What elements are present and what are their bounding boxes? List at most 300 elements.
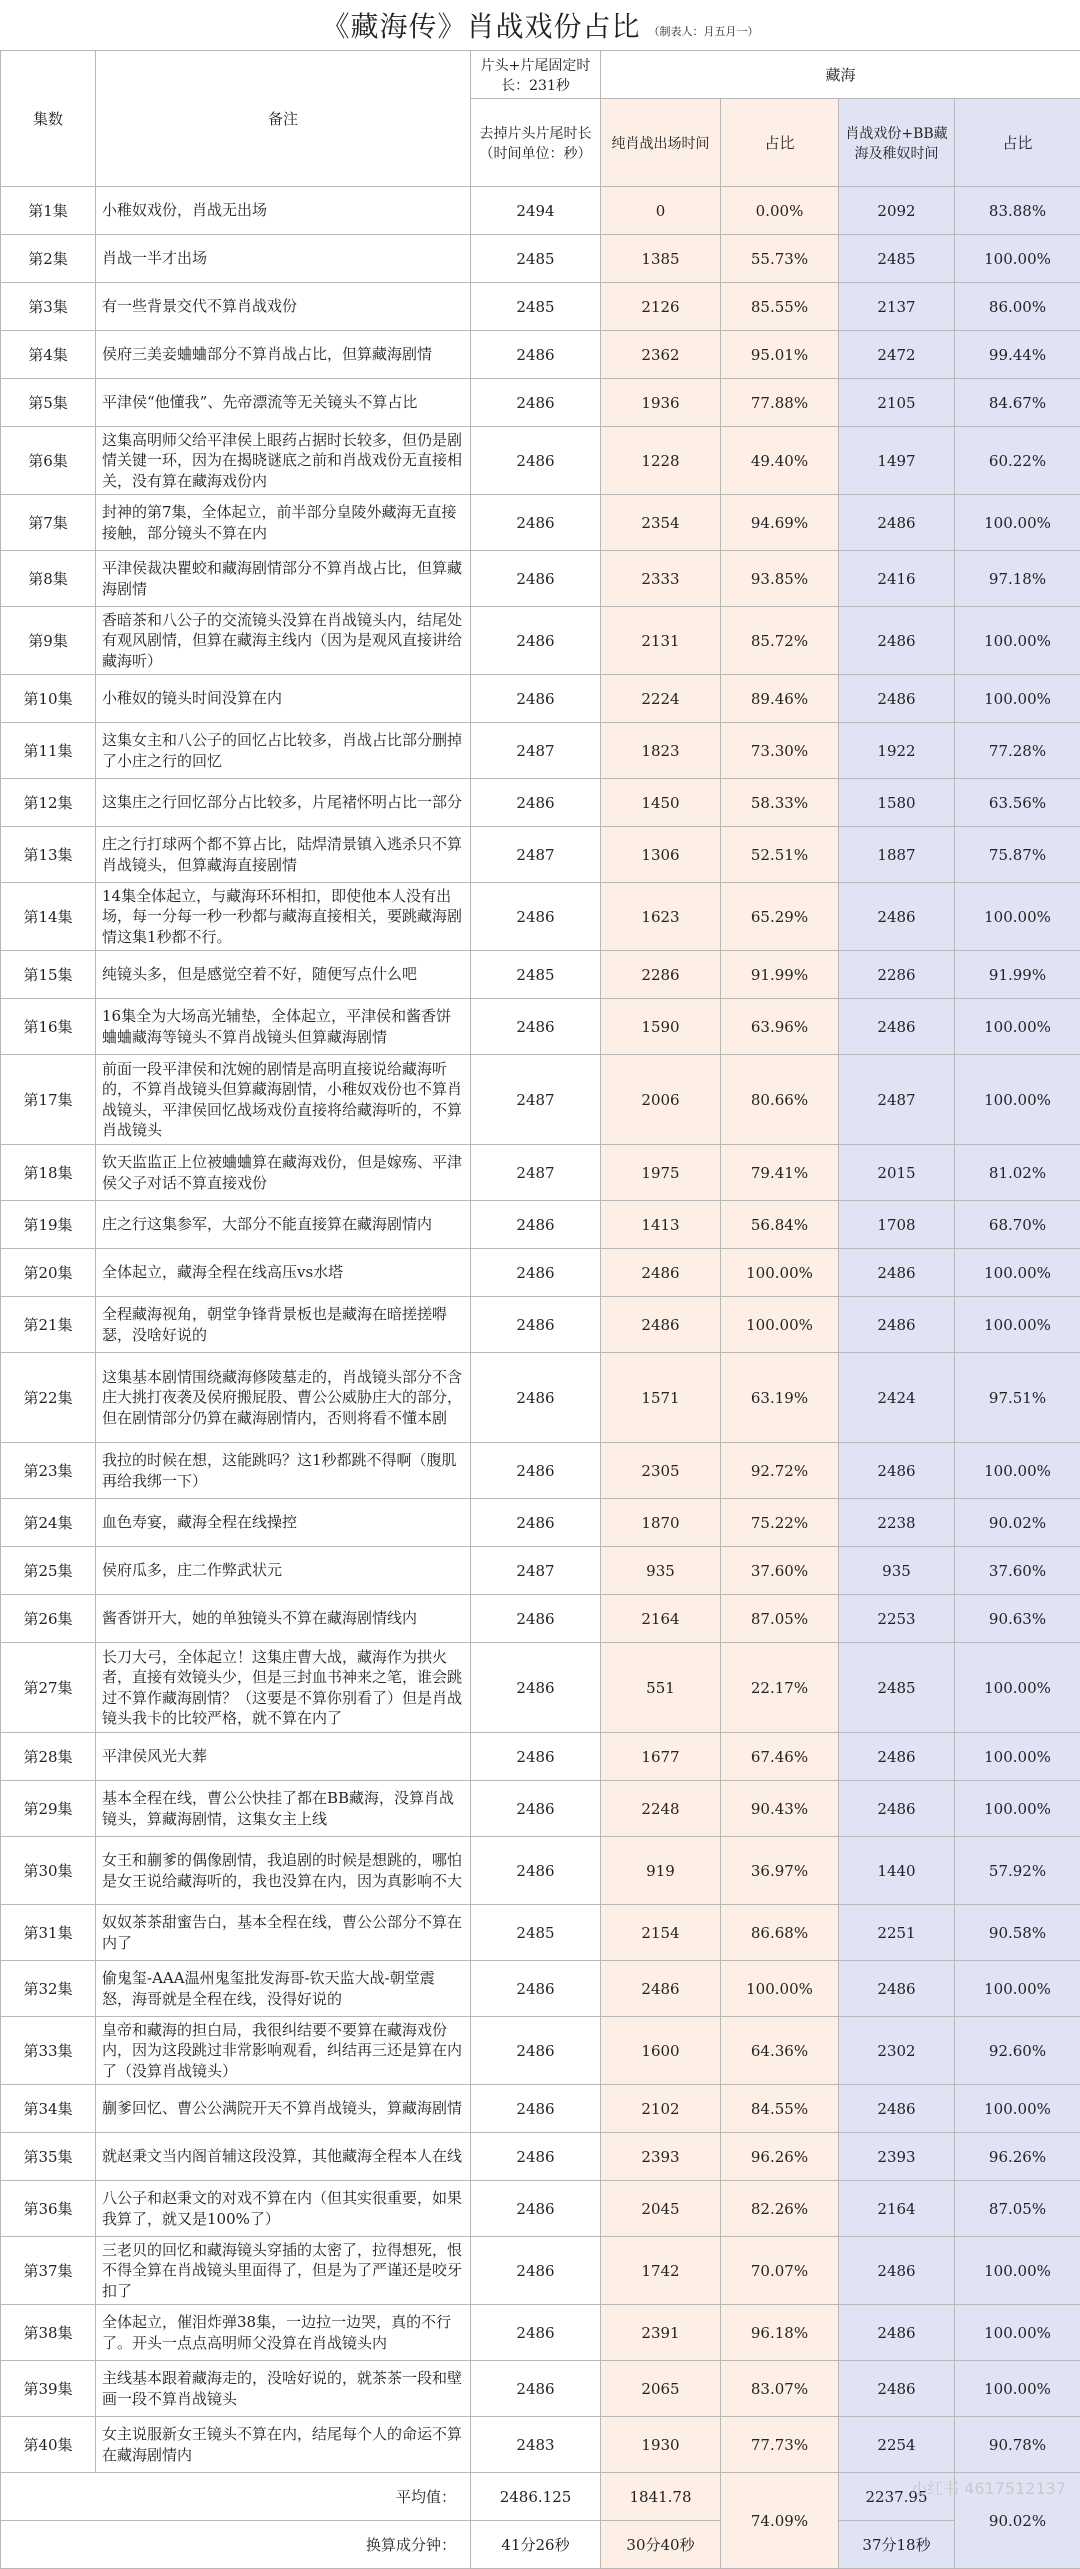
- pct2-cell: 100.00%: [955, 495, 1080, 551]
- duration-cell: 2487: [471, 1547, 601, 1595]
- table-row: [1, 1733, 1080, 1781]
- table-row: [1, 1547, 1080, 1595]
- conv-label: 换算成分钟：: [1, 2521, 471, 2569]
- pct2-cell: 100.00%: [955, 2237, 1080, 2305]
- table-row: [1, 675, 1080, 723]
- pure-time-cell: 2248: [601, 1781, 721, 1837]
- pct2-cell: 90.78%: [955, 2417, 1080, 2473]
- pure-time-cell: 935: [601, 1547, 721, 1595]
- pct1-cell: 93.85%: [721, 551, 839, 607]
- note-cell: 16集全为大场高光辅垫，全体起立，平津侯和酱香饼蛐蛐藏海等镜头不算肖战镜头但算藏海剧情: [96, 999, 471, 1055]
- table-row: [1, 1353, 1080, 1443]
- pct1-cell: 70.07%: [721, 2237, 839, 2305]
- note-cell: 有一些背景交代不算肖战戏份: [96, 283, 471, 331]
- table-row: [1, 1055, 1080, 1145]
- pct1-cell: 49.40%: [721, 427, 839, 495]
- pct1-cell: 75.22%: [721, 1499, 839, 1547]
- bb-time-cell: 2486: [839, 999, 955, 1055]
- duration-cell: 2487: [471, 1055, 601, 1145]
- pct1-cell: 100.00%: [721, 1249, 839, 1297]
- table-row: [1, 1443, 1080, 1499]
- pct1-cell: 85.72%: [721, 607, 839, 675]
- pct2-cell: 90.63%: [955, 1595, 1080, 1643]
- bb-time-cell: 2416: [839, 551, 955, 607]
- episode-cell: 第20集: [1, 1249, 96, 1297]
- bb-time-cell: 2105: [839, 379, 955, 427]
- note-cell: 庄之行这集参军，大部分不能直接算在藏海剧情内: [96, 1201, 471, 1249]
- bb-time-cell: 1887: [839, 827, 955, 883]
- header-episode: 集数: [1, 51, 96, 187]
- table-row: [1, 1961, 1080, 2017]
- note-cell: 香暗茶和八公子的交流镜头没算在肖战镜头内，结尾处有观风剧情，但算在藏海主线内（因为是观风直接讲给藏海听）: [96, 607, 471, 675]
- note-cell: 这集基本剧情围绕藏海修陵墓走的，肖战镜头部分不含庄大挑打夜袭及侯府搬屁股、曹公公威胁庄大的部分，但在剧情部分仍算在藏海剧情内，否则将看不懂本剧: [96, 1353, 471, 1443]
- note-cell: 钦天监监正上位被蛐蛐算在藏海戏份，但是嫁殇、平津侯父子对话不算直接戏份: [96, 1145, 471, 1201]
- pct2-cell: 100.00%: [955, 1961, 1080, 2017]
- pct1-cell: 64.36%: [721, 2017, 839, 2085]
- pure-time-cell: 1306: [601, 827, 721, 883]
- bb-time-cell: 1922: [839, 723, 955, 779]
- bb-time-cell: 2253: [839, 1595, 955, 1643]
- table-row: [1, 2085, 1080, 2133]
- pct2-cell: 92.60%: [955, 2017, 1080, 2085]
- bb-time-cell: 1708: [839, 1201, 955, 1249]
- note-cell: 长刀大弓，全体起立！这集庄曹大战，藏海作为拱火者，直接有效镜头少，但是三封血书神来之笔，谁会跳过不算作藏海剧情？（这要是不算你别看了）但是肖战镜头我卡的比较严格，就不算在内了: [96, 1643, 471, 1733]
- note-cell: 八公子和赵秉文的对戏不算在内（但其实很重要，如果我算了，就又是100%了）: [96, 2181, 471, 2237]
- pct1-cell: 80.66%: [721, 1055, 839, 1145]
- title-bar: [0, 0, 1080, 50]
- episode-cell: 第38集: [1, 2305, 96, 2361]
- note-cell: 小稚奴的镜头时间没算在内: [96, 675, 471, 723]
- duration-cell: 2486: [471, 779, 601, 827]
- bb-time-cell: 1440: [839, 1837, 955, 1905]
- pct1-cell: 77.73%: [721, 2417, 839, 2473]
- table-row: [1, 1595, 1080, 1643]
- pct2-cell: 87.05%: [955, 2181, 1080, 2237]
- pure-time-cell: 1590: [601, 999, 721, 1055]
- pct1-cell: 90.43%: [721, 1781, 839, 1837]
- duration-cell: 2486: [471, 1353, 601, 1443]
- pct1-cell: 67.46%: [721, 1733, 839, 1781]
- pure-time-cell: 1742: [601, 2237, 721, 2305]
- duration-cell: 2486: [471, 2017, 601, 2085]
- episode-cell: 第39集: [1, 2361, 96, 2417]
- duration-cell: 2486: [471, 1297, 601, 1353]
- table-row: [1, 827, 1080, 883]
- episode-cell: 第21集: [1, 1297, 96, 1353]
- episode-cell: 第10集: [1, 675, 96, 723]
- bb-time-cell: 2486: [839, 2085, 955, 2133]
- note-cell: 纯镜头多，但是感觉空着不好，随便写点什么吧: [96, 951, 471, 999]
- episode-cell: 第35集: [1, 2133, 96, 2181]
- duration-cell: 2486: [471, 883, 601, 951]
- pct1-cell: 37.60%: [721, 1547, 839, 1595]
- note-cell: 全体起立，催泪炸弹38集，一边拉一边哭，真的不行了。开头一点点高明师父没算在肖战镜头内: [96, 2305, 471, 2361]
- table-row: [1, 1201, 1080, 1249]
- bb-time-cell: 2486: [839, 1781, 955, 1837]
- pct2-cell: 100.00%: [955, 235, 1080, 283]
- table-row: [1, 883, 1080, 951]
- bb-time-cell: 2254: [839, 2417, 955, 2473]
- pct2-cell: 100.00%: [955, 883, 1080, 951]
- table-row: [1, 2237, 1080, 2305]
- stats-table: [0, 50, 1080, 2569]
- pure-time-cell: 1571: [601, 1353, 721, 1443]
- table-row: [1, 235, 1080, 283]
- pct1-cell: 77.88%: [721, 379, 839, 427]
- table-row: [1, 427, 1080, 495]
- table-row: [1, 1145, 1080, 1201]
- episode-cell: 第16集: [1, 999, 96, 1055]
- pct2-cell: 37.60%: [955, 1547, 1080, 1595]
- bb-time-cell: 2486: [839, 675, 955, 723]
- bb-time-cell: 2486: [839, 2305, 955, 2361]
- bb-time-cell: 1497: [839, 427, 955, 495]
- episode-cell: 第29集: [1, 1781, 96, 1837]
- avg-pure: 1841.78: [601, 2473, 721, 2521]
- pct1-cell: 22.17%: [721, 1643, 839, 1733]
- episode-cell: 第5集: [1, 379, 96, 427]
- bb-time-cell: 2424: [839, 1353, 955, 1443]
- episode-cell: 第8集: [1, 551, 96, 607]
- duration-cell: 2486: [471, 1781, 601, 1837]
- note-cell: 蒯爹回忆、曹公公满院开天不算肖战镜头，算藏海剧情: [96, 2085, 471, 2133]
- pct2-cell: 100.00%: [955, 1055, 1080, 1145]
- table-row: [1, 283, 1080, 331]
- table-row: [1, 779, 1080, 827]
- duration-cell: 2485: [471, 951, 601, 999]
- pure-time-cell: 1228: [601, 427, 721, 495]
- note-cell: 肖战一半才出场: [96, 235, 471, 283]
- bb-time-cell: 2486: [839, 2361, 955, 2417]
- header-fixed-duration: 片头+片尾固定时长：231秒: [471, 51, 601, 99]
- table-row: [1, 999, 1080, 1055]
- note-cell: 14集全体起立，与藏海环环相扣，即使他本人没有出场，每一分每一秒一秒都与藏海直接相关，要跳藏海剧情这集1秒都不行。: [96, 883, 471, 951]
- note-cell: 基本全程在线，曹公公快挂了都在BB藏海，没算肖战镜头，算藏海剧情，这集女主上线: [96, 1781, 471, 1837]
- duration-cell: 2486: [471, 551, 601, 607]
- pct1-cell: 94.69%: [721, 495, 839, 551]
- table-row: [1, 495, 1080, 551]
- pure-time-cell: 2486: [601, 1249, 721, 1297]
- note-cell: 平津侯裁决瞿蛟和藏海剧情部分不算肖战占比，但算藏海剧情: [96, 551, 471, 607]
- pct1-cell: 79.41%: [721, 1145, 839, 1201]
- pure-time-cell: 2102: [601, 2085, 721, 2133]
- episode-cell: 第34集: [1, 2085, 96, 2133]
- table-row: [1, 1249, 1080, 1297]
- bb-time-cell: 2486: [839, 2237, 955, 2305]
- duration-cell: 2486: [471, 1837, 601, 1905]
- pct2-cell: 100.00%: [955, 2305, 1080, 2361]
- table-row: [1, 2417, 1080, 2473]
- note-cell: 庄之行打球两个都不算占比，陆焊清景镇入逃杀只不算肖战镜头，但算藏海直接剧情: [96, 827, 471, 883]
- bb-time-cell: 2486: [839, 607, 955, 675]
- episode-cell: 第22集: [1, 1353, 96, 1443]
- episode-cell: 第18集: [1, 1145, 96, 1201]
- episode-cell: 第2集: [1, 235, 96, 283]
- bb-time-cell: 1580: [839, 779, 955, 827]
- note-cell: 平津侯“他懂我”、先帝漂流等无关镜头不算占比: [96, 379, 471, 427]
- bb-time-cell: 2472: [839, 331, 955, 379]
- avg-label: 平均值：: [1, 2473, 471, 2521]
- pct2-cell: 100.00%: [955, 2085, 1080, 2133]
- pct2-cell: 100.00%: [955, 1733, 1080, 1781]
- pct2-cell: 91.99%: [955, 951, 1080, 999]
- episode-cell: 第37集: [1, 2237, 96, 2305]
- episode-cell: 第26集: [1, 1595, 96, 1643]
- table-row: [1, 1837, 1080, 1905]
- pure-time-cell: 1600: [601, 2017, 721, 2085]
- table-row: [1, 723, 1080, 779]
- bb-time-cell: 2486: [839, 1249, 955, 1297]
- pure-time-cell: 2486: [601, 1961, 721, 2017]
- pct2-cell: 100.00%: [955, 1443, 1080, 1499]
- conv-bb: 37分18秒: [839, 2521, 955, 2569]
- table-row: [1, 1643, 1080, 1733]
- pure-time-cell: 1870: [601, 1499, 721, 1547]
- duration-cell: 2486: [471, 2085, 601, 2133]
- pct1-cell: 0.00%: [721, 187, 839, 235]
- pure-time-cell: 1823: [601, 723, 721, 779]
- duration-cell: 2486: [471, 999, 601, 1055]
- pct1-cell: 91.99%: [721, 951, 839, 999]
- episode-cell: 第24集: [1, 1499, 96, 1547]
- note-cell: 就赵秉文当内阁首辅这段没算，其他藏海全程本人在线: [96, 2133, 471, 2181]
- duration-cell: 2487: [471, 723, 601, 779]
- pct1-cell: 82.26%: [721, 2181, 839, 2237]
- duration-cell: 2486: [471, 607, 601, 675]
- pct1-cell: 63.96%: [721, 999, 839, 1055]
- pure-time-cell: 2486: [601, 1297, 721, 1353]
- episode-cell: 第40集: [1, 2417, 96, 2473]
- episode-cell: 第31集: [1, 1905, 96, 1961]
- episode-cell: 第15集: [1, 951, 96, 999]
- bb-time-cell: 2015: [839, 1145, 955, 1201]
- table-row: [1, 1905, 1080, 1961]
- episode-cell: 第32集: [1, 1961, 96, 2017]
- note-cell: 奴奴茶茶甜蜜告白，基本全程在线，曹公公部分不算在内了: [96, 1905, 471, 1961]
- header-pct1: 占比: [721, 99, 839, 187]
- table-row: [1, 2133, 1080, 2181]
- bb-time-cell: 2486: [839, 495, 955, 551]
- duration-cell: 2486: [471, 2133, 601, 2181]
- sheet-subtitle: （制表人：月五月一）: [649, 23, 759, 39]
- duration-cell: 2486: [471, 1595, 601, 1643]
- pure-time-cell: 2126: [601, 283, 721, 331]
- episode-cell: 第33集: [1, 2017, 96, 2085]
- note-cell: 前面一段平津侯和沈婉的剧情是高明直接说给藏海听的，不算肖战镜头但算藏海剧情，小稚奴戏份也不算肖战镜头，平津侯回忆战场戏份直接将给藏海听的，不算肖战镜头: [96, 1055, 471, 1145]
- episode-cell: 第7集: [1, 495, 96, 551]
- episode-cell: 第4集: [1, 331, 96, 379]
- pct1-cell: 56.84%: [721, 1201, 839, 1249]
- pct1-cell: 85.55%: [721, 283, 839, 331]
- pct2-cell: 100.00%: [955, 2361, 1080, 2417]
- bb-time-cell: 2286: [839, 951, 955, 999]
- bb-time-cell: 2486: [839, 1443, 955, 1499]
- episode-cell: 第3集: [1, 283, 96, 331]
- pure-time-cell: 2305: [601, 1443, 721, 1499]
- pure-time-cell: 551: [601, 1643, 721, 1733]
- pure-time-cell: 2362: [601, 331, 721, 379]
- duration-cell: 2486: [471, 379, 601, 427]
- pct1-cell: 100.00%: [721, 1297, 839, 1353]
- pct2-cell: 100.00%: [955, 1297, 1080, 1353]
- note-cell: 女主说服新女王镜头不算在内，结尾每个人的命运不算在藏海剧情内: [96, 2417, 471, 2473]
- pct2-cell: 96.26%: [955, 2133, 1080, 2181]
- duration-cell: 2486: [471, 675, 601, 723]
- pure-time-cell: 2393: [601, 2133, 721, 2181]
- duration-cell: 2487: [471, 827, 601, 883]
- note-cell: 小稚奴戏份，肖战无出场: [96, 187, 471, 235]
- note-cell: 我拉的时候在想，这能跳吗？这1秒都跳不得啊（腹肌再给我绑一下）: [96, 1443, 471, 1499]
- pure-time-cell: 2164: [601, 1595, 721, 1643]
- table-row: [1, 2017, 1080, 2085]
- pure-time-cell: 1450: [601, 779, 721, 827]
- note-cell: 侯府瓜多，庄二作弊武状元: [96, 1547, 471, 1595]
- duration-cell: 2486: [471, 427, 601, 495]
- pure-time-cell: 2354: [601, 495, 721, 551]
- pct1-cell: 96.18%: [721, 2305, 839, 2361]
- duration-cell: 2486: [471, 1201, 601, 1249]
- pct1-cell: 89.46%: [721, 675, 839, 723]
- bb-time-cell: 2485: [839, 1643, 955, 1733]
- pct1-cell: 96.26%: [721, 2133, 839, 2181]
- table-row: [1, 2181, 1080, 2237]
- pure-time-cell: 1936: [601, 379, 721, 427]
- pure-time-cell: 2333: [601, 551, 721, 607]
- pure-time-cell: 2391: [601, 2305, 721, 2361]
- duration-cell: 2494: [471, 187, 601, 235]
- pct2-cell: 86.00%: [955, 283, 1080, 331]
- pure-time-cell: 1677: [601, 1733, 721, 1781]
- sheet-title: 《藏海传》肖战戏份占比: [321, 5, 640, 45]
- pure-time-cell: 0: [601, 187, 721, 235]
- bb-time-cell: 2238: [839, 1499, 955, 1547]
- note-cell: 女王和蒯爹的偶像剧情，我追剧的时候是想跳的，哪怕是女王说给藏海听的，我也没算在内，因为真影响不大: [96, 1837, 471, 1905]
- pct1-cell: 83.07%: [721, 2361, 839, 2417]
- duration-cell: 2485: [471, 235, 601, 283]
- duration-cell: 2486: [471, 1643, 601, 1733]
- pct2-cell: 100.00%: [955, 675, 1080, 723]
- pct1-cell: 86.68%: [721, 1905, 839, 1961]
- duration-cell: 2486: [471, 2181, 601, 2237]
- episode-cell: 第28集: [1, 1733, 96, 1781]
- bb-time-cell: 2486: [839, 1297, 955, 1353]
- pure-time-cell: 2224: [601, 675, 721, 723]
- pct1-cell: 58.33%: [721, 779, 839, 827]
- duration-cell: 2486: [471, 1499, 601, 1547]
- episode-cell: 第17集: [1, 1055, 96, 1145]
- pct1-cell: 95.01%: [721, 331, 839, 379]
- header-duration: 去掉片头片尾时长（时间单位：秒）: [471, 99, 601, 187]
- note-cell: 这集庄之行回忆部分占比较多，片尾褚怀明占比一部分: [96, 779, 471, 827]
- bb-time-cell: 2393: [839, 2133, 955, 2181]
- note-cell: 皇帝和藏海的担白局，我很纠结要不要算在藏海戏份内，因为这段跳过非常影响观看，纠结再三还是算在内了（没算肖战镜头）: [96, 2017, 471, 2085]
- avg-bb: 2237.95: [839, 2473, 955, 2521]
- table-row: [1, 187, 1080, 235]
- pure-time-cell: 1385: [601, 235, 721, 283]
- bb-time-cell: 2486: [839, 1961, 955, 2017]
- table-row: [1, 1781, 1080, 1837]
- table-row: [1, 2305, 1080, 2361]
- episode-cell: 第36集: [1, 2181, 96, 2237]
- pct1-cell: 55.73%: [721, 235, 839, 283]
- pct1-cell: 87.05%: [721, 1595, 839, 1643]
- pct2-cell: 100.00%: [955, 607, 1080, 675]
- episode-cell: 第19集: [1, 1201, 96, 1249]
- pct2-cell: 75.87%: [955, 827, 1080, 883]
- note-cell: 偷鬼玺-AAA温州鬼玺批发海哥-钦天监大战-朝堂震怒，海哥就是全程在线，没得好说的: [96, 1961, 471, 2017]
- pct1-cell: 63.19%: [721, 1353, 839, 1443]
- bb-time-cell: 2486: [839, 1733, 955, 1781]
- pct2-cell: 77.28%: [955, 723, 1080, 779]
- header-group: 藏海: [601, 51, 1080, 99]
- pure-time-cell: 1623: [601, 883, 721, 951]
- note-cell: 全体起立，藏海全程在线高压vs水塔: [96, 1249, 471, 1297]
- pct2-cell: 90.58%: [955, 1905, 1080, 1961]
- duration-cell: 2486: [471, 331, 601, 379]
- pure-time-cell: 2286: [601, 951, 721, 999]
- duration-cell: 2486: [471, 2237, 601, 2305]
- episode-cell: 第23集: [1, 1443, 96, 1499]
- avg-duration: 2486.125: [471, 2473, 601, 2521]
- watermark: 小红书 4617512137: [911, 2476, 1066, 2499]
- table-row: [1, 607, 1080, 675]
- pure-time-cell: 1975: [601, 1145, 721, 1201]
- note-cell: 侯府三美妾蛐蛐部分不算肖战占比，但算藏海剧情: [96, 331, 471, 379]
- duration-cell: 2486: [471, 495, 601, 551]
- duration-cell: 2483: [471, 2417, 601, 2473]
- pct1-cell: 65.29%: [721, 883, 839, 951]
- note-cell: 血色寿宴，藏海全程在线操控: [96, 1499, 471, 1547]
- note-cell: 平津侯风光大葬: [96, 1733, 471, 1781]
- header-note: 备注: [96, 51, 471, 187]
- pct2-cell: 100.00%: [955, 1781, 1080, 1837]
- pure-time-cell: 2006: [601, 1055, 721, 1145]
- pure-time-cell: 2065: [601, 2361, 721, 2417]
- table-row: [1, 1499, 1080, 1547]
- table-row: [1, 1297, 1080, 1353]
- table-row: [1, 331, 1080, 379]
- note-cell: 主线基本跟着藏海走的，没啥好说的，就茶茶一段和壁画一段不算肖战镜头: [96, 2361, 471, 2417]
- table-row: [1, 379, 1080, 427]
- pct2-cell: 63.56%: [955, 779, 1080, 827]
- pure-time-cell: 2154: [601, 1905, 721, 1961]
- note-cell: 三老贝的回忆和藏海镜头穿插的太密了，拉得想死，恨不得全算在肖战镜头里面得了，但是为了严谨还是咬牙扣了: [96, 2237, 471, 2305]
- bb-time-cell: 2302: [839, 2017, 955, 2085]
- pct1-cell: 84.55%: [721, 2085, 839, 2133]
- pct2-cell: 99.44%: [955, 331, 1080, 379]
- bb-time-cell: 2486: [839, 883, 955, 951]
- pct2-cell: 100.00%: [955, 1249, 1080, 1297]
- episode-cell: 第30集: [1, 1837, 96, 1905]
- pct1-cell: 52.51%: [721, 827, 839, 883]
- pure-time-cell: 2131: [601, 607, 721, 675]
- pct2-cell: 100.00%: [955, 1643, 1080, 1733]
- header-bb-time: 肖战戏份+BB藏海及稚奴时间: [839, 99, 955, 187]
- table-row: [1, 951, 1080, 999]
- pct2-cell: 90.02%: [955, 1499, 1080, 1547]
- bb-time-cell: 935: [839, 1547, 955, 1595]
- bb-time-cell: 2485: [839, 235, 955, 283]
- note-cell: 全程藏海视角，朝堂争锋背景板也是藏海在暗搓搓嘚瑟，没啥好说的: [96, 1297, 471, 1353]
- header-pure-time: 纯肖战出场时间: [601, 99, 721, 187]
- duration-cell: 2485: [471, 283, 601, 331]
- episode-cell: 第11集: [1, 723, 96, 779]
- duration-cell: 2485: [471, 1905, 601, 1961]
- episode-cell: 第6集: [1, 427, 96, 495]
- conv-duration: 41分26秒: [471, 2521, 601, 2569]
- duration-cell: 2486: [471, 1733, 601, 1781]
- duration-cell: 2486: [471, 1443, 601, 1499]
